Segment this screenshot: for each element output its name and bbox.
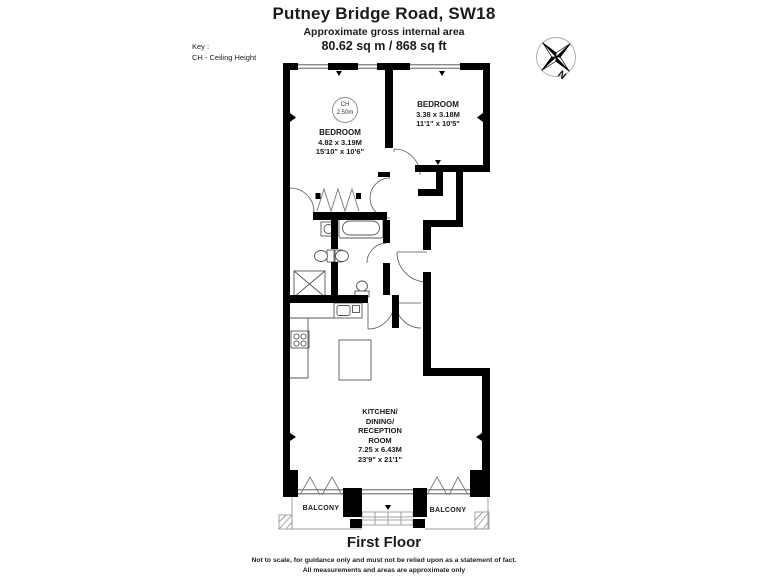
- subtitle: Approximate gross internal area: [303, 26, 465, 38]
- disclaimer-line2: All measurements and areas are approximate only: [302, 567, 466, 574]
- key-legend: [192, 42, 256, 63]
- kitchen-line3: RECEPTION: [358, 426, 402, 436]
- closet-door-top: [370, 178, 390, 198]
- bedroom1-imperial: 15'10" x 10'6": [315, 147, 365, 157]
- kitchen-island: [339, 340, 371, 380]
- balcony-door-left: [300, 477, 320, 495]
- ch-label: CH: [340, 102, 350, 108]
- kitchen-label: [330, 407, 430, 464]
- balcony-door-right: [427, 477, 447, 495]
- bedroom2-name: BEDROOM: [417, 100, 459, 109]
- kitchen-line2: DINING/: [365, 416, 395, 426]
- floor-title: First Floor: [346, 534, 422, 551]
- bedroom2-metric: 3.38 x 3.18M: [416, 110, 460, 119]
- toilet-left: [315, 250, 335, 262]
- key-heading: Key :: [192, 42, 210, 51]
- toilet-right: [335, 250, 349, 262]
- page-title: Putney Bridge Road, SW18: [272, 4, 496, 23]
- hob: [291, 331, 309, 348]
- bedroom1-metric: 4.82 x 3.19M: [318, 138, 362, 147]
- bedroom1-name: BEDROOM: [319, 128, 361, 137]
- bathroom-basin: [355, 281, 369, 297]
- kitchen-imperial: 23'9" x 21'1": [357, 454, 403, 464]
- bedroom1-label: [290, 128, 390, 157]
- ensuite-door: [290, 188, 314, 212]
- kitchen-sink: [334, 303, 362, 318]
- kitchen-metric: 7.25 x 6.43M: [358, 445, 402, 455]
- gross-internal-area: 80.62 sq m / 868 sq ft: [321, 39, 447, 53]
- key-ceiling-height: CH - Ceiling Height: [192, 52, 257, 62]
- balcony-left-label: BALCONY: [302, 505, 340, 512]
- kitchen-line1: KITCHEN/: [362, 407, 398, 416]
- bathroom-door: [367, 243, 387, 263]
- balcony-right-label: BALCONY: [429, 507, 467, 514]
- kitchen-door-1: [368, 303, 394, 329]
- bedroom2-label: [388, 100, 488, 129]
- cupboard-x: [294, 271, 325, 297]
- bedroom2-imperial: 11'1" x 10'5": [416, 119, 460, 129]
- ch-value: 2.50m: [336, 110, 354, 116]
- kitchen-line4: ROOM: [368, 435, 392, 445]
- disclaimer-line1: Not to scale, for guidance only and must not be relied upon as a statement of fact.: [251, 557, 517, 564]
- wardrobe-doors: [317, 189, 359, 211]
- entrance-door: [397, 252, 427, 282]
- compass-north-label: N: [555, 68, 568, 83]
- kitchen-door-2: [396, 303, 421, 328]
